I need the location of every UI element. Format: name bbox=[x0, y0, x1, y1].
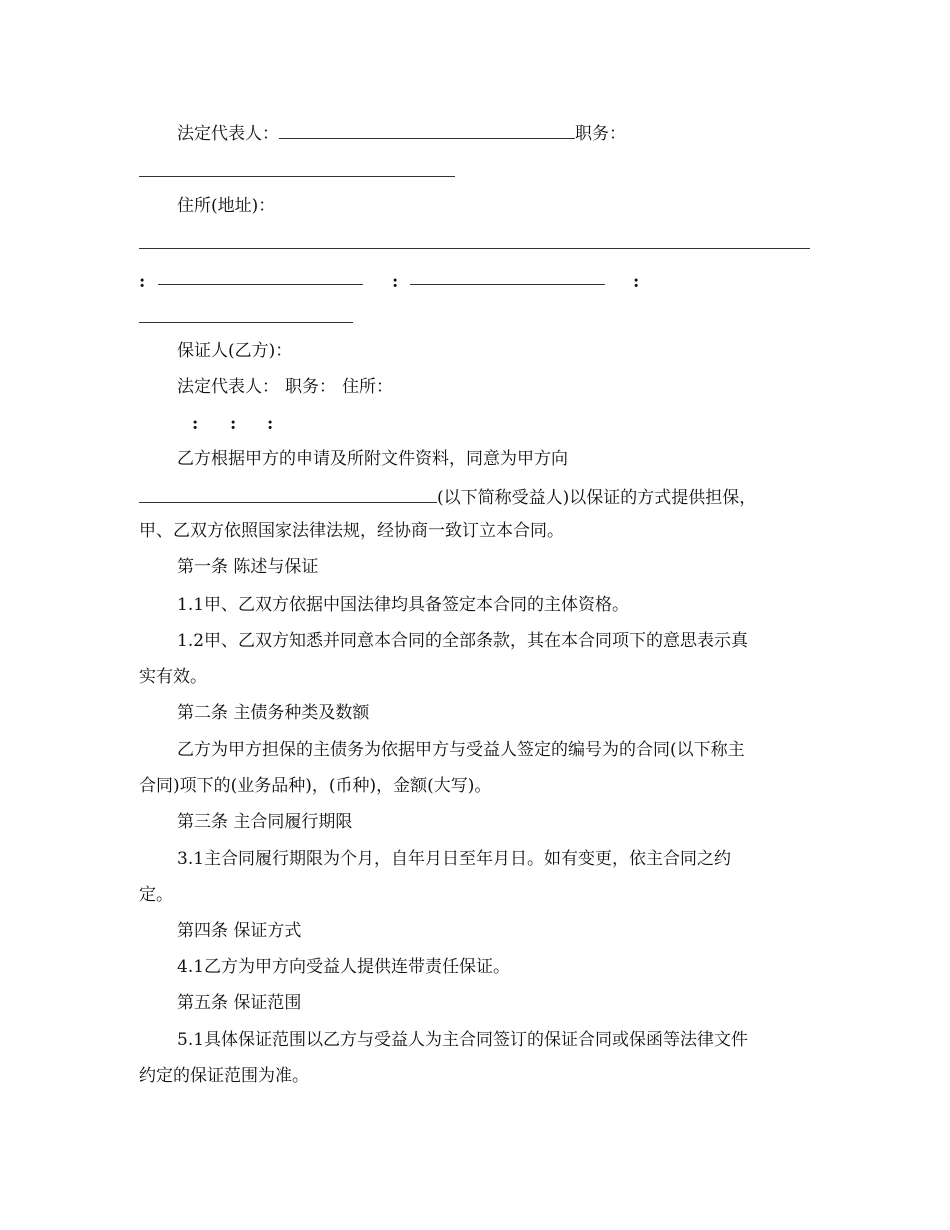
article-2-line2: 合同)项下的(业务品种)，(币种)，金额(大写)。 bbox=[139, 776, 492, 796]
article-1-title: 第一条 陈述与保证 bbox=[177, 557, 319, 577]
b-colon-3: : bbox=[267, 414, 274, 434]
preamble-line-2-text: (以下简称受益人)以保证的方式提供担保， bbox=[437, 488, 757, 508]
preamble-line-3: 甲、乙双方依照国家法律法规，经协商一致订立本合同。 bbox=[139, 521, 564, 541]
b-colon-2: : bbox=[230, 414, 237, 434]
article-2-line1: 乙方为甲方担保的主债务为依据甲方与受益人签定的编号为的合同(以下称主 bbox=[177, 740, 745, 760]
article-1-2-line1: 1.2甲、乙双方知悉并同意本合同的全部条款，其在本合同项下的意思表示真 bbox=[177, 631, 749, 651]
guarantor-b-line bbox=[177, 341, 292, 361]
address-label: 住所(地址)： bbox=[177, 196, 276, 216]
legal-rep-label-b: 法定代表人： bbox=[177, 377, 279, 397]
article-4-title: 第四条 保证方式 bbox=[177, 921, 302, 941]
guarantor-b-label: 保证人(乙方)： bbox=[177, 341, 293, 361]
legal-rep-line-a bbox=[177, 121, 626, 144]
article-3-title: 第三条 主合同履行期限 bbox=[177, 812, 353, 832]
legal-rep-label: 法定代表人： bbox=[177, 124, 279, 144]
article-4-1: 4.1乙方为甲方向受益人提供连带责任保证。 bbox=[177, 957, 511, 977]
article-1-2-line2: 实有效。 bbox=[139, 667, 207, 687]
preamble-line-2 bbox=[139, 485, 756, 508]
address-label-line bbox=[177, 196, 275, 216]
field-colon-3: : bbox=[633, 272, 640, 292]
field-blank-3 bbox=[139, 322, 353, 323]
article-2-title: 第二条 主债务种类及数额 bbox=[177, 703, 370, 723]
position-label: 职务： bbox=[575, 124, 626, 144]
address-label-b: 住所： bbox=[342, 377, 393, 397]
beneficiary-blank bbox=[139, 485, 437, 503]
article-3-1-line2: 定。 bbox=[139, 885, 173, 905]
field-colon-2: : bbox=[392, 272, 399, 292]
b-colon-1: : bbox=[192, 414, 199, 434]
field-blank-2 bbox=[410, 284, 605, 285]
position-label-b: 职务： bbox=[285, 377, 336, 397]
guarantor-b-rep-line bbox=[177, 377, 393, 397]
position-blank-line bbox=[139, 176, 455, 177]
article-1-1: 1.1甲、乙双方依据中国法律均具备签定本合同的主体资格。 bbox=[177, 595, 630, 615]
address-blank-line bbox=[139, 248, 810, 249]
article-5-1-line2: 约定的保证范围为准。 bbox=[139, 1066, 309, 1086]
legal-rep-blank bbox=[279, 121, 575, 139]
field-blank-1 bbox=[158, 284, 363, 285]
article-3-1-line1: 3.1主合同履行期限为个月，自年月日至年月日。如有变更，依主合同之约 bbox=[177, 849, 732, 869]
article-5-title: 第五条 保证范围 bbox=[177, 993, 302, 1013]
field-colon-1: : bbox=[139, 272, 146, 292]
article-5-1-line1: 5.1具体保证范围以乙方与受益人为主合同签订的保证合同或保函等法律文件 bbox=[177, 1030, 749, 1050]
preamble-line-1: 乙方根据甲方的申请及所附文件资料，同意为甲方向 bbox=[177, 449, 568, 469]
